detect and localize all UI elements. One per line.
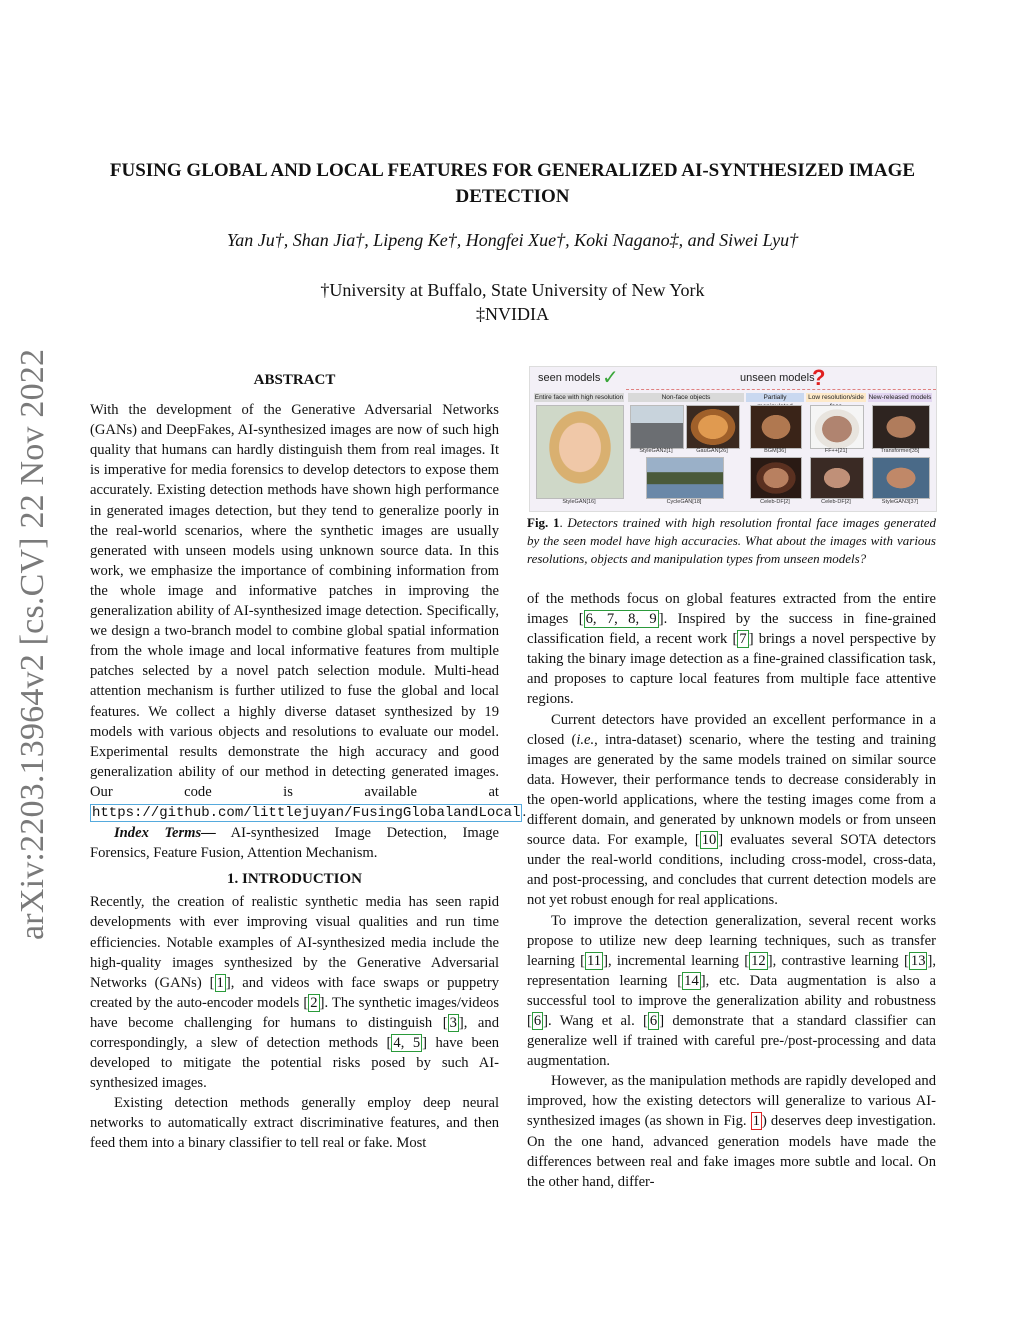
divider — [626, 389, 936, 390]
model-label: StyleGAN[16] — [562, 499, 596, 505]
model-label: StyleGAN3[37] — [881, 499, 919, 505]
figure-category: Entire face with high resolution — [534, 394, 624, 401]
left-column — [90, 370, 527, 1154]
abstract-text: With the development of the Generative Adversarial Networks (GANs) and DeepFakes, AI-synthesized images are now of such high quality that humans can hardly distinguish them from real images. It is imperative for media forensics to develop detectors to expose them accurately. Existing detection methods have shown high performance in generated images detection, but they tend to generalize poorly in the real-world scenarios, where the synthetic images are usually generated with unseen models using unknown source data. In this work, we emphasize the importance of combining information from the whole image and informative patches in improving the generalization ability of AI-synthesized image detection. Specifically, we design a two-branch model to combine global spatial information from the whole image and local informative features from multiple patches selected by a novel patch selection module. Multi-head attention mechanism is further utilized to fuse the global and local features. We collect a highly diverse dataset synthesized by 19 models with various objects and resolutions to evaluate our model. Experimental results demonstrate the high accuracy and good generalization ability of our method in detecting generated images. Our code is available at https://github.com/littlejuyan/FusingGlobalandLocal . — [90, 402, 527, 821]
citation[interactable]: 6, 7, 8, 9 — [585, 611, 657, 628]
affiliations — [90, 278, 935, 326]
figure-category: Non-face objects — [628, 393, 744, 402]
model-label: Celeb-DF[2] — [760, 499, 790, 505]
object-image-church — [630, 405, 684, 449]
face-image-stylegan3 — [872, 457, 930, 499]
right-column — [527, 589, 936, 1192]
paper-title: FUSING GLOBAL AND LOCAL FEATURES FOR GENERALIZED AI-SYNTHESIZED IMAGE DETECTION — [109, 160, 916, 207]
model-label: Celeb-DF[2] — [821, 499, 851, 505]
citation[interactable]: 6 — [649, 1012, 658, 1029]
intro-paragraph-5: However, as the manipulation methods are rapidly developed and improved, how the existing detectors will generalize to various AI-synthesized images (as shown in Fig. 1 ) deserves deep investigation. On the one hand, advanced generation models have made the differences between real and fake images more subtle and local. On the other hand, differ- — [527, 1073, 936, 1190]
intro-paragraph-4: To improve the detection generalization, several recent works propose to utilize new deep learning techniques, such as transfer learning [ 11 ], incremental learning [ 12 ], contrastive learning [ 13 ], representation learning [ 14 ], etc. Data augmentation is also a successful tool to improve the generalization ability and robustness [ 6 ]. Wang et al. [ 6 ] demonstrate that a standard classifier can generalize well if trained with careful pre-/post-processing and data augmentation. — [527, 912, 937, 1070]
citation[interactable]: 4, 5 — [393, 1035, 421, 1051]
arxiv-identifier: arXiv:2203.13964v2 [cs.CV] 22 Nov 2022 — [14, 348, 51, 940]
face-image-stylegan — [536, 405, 624, 499]
seen-models-label: seen models — [538, 372, 601, 384]
face-image-bgm — [750, 405, 802, 449]
model-label: Transformer[35] — [880, 448, 920, 454]
figure-caption: Fig. 1. Detectors trained with high resolution frontal face images generated by the seen model have high accuracies. What about the images with various resolutions, objects and manipulation types from unseen models? — [527, 515, 936, 566]
introduction-heading: 1. INTRODUCTION — [226, 871, 362, 888]
face-image-celebdf-2 — [810, 457, 864, 499]
model-label: FF++[21] — [824, 448, 848, 454]
affiliation-nvidia: ‡NVIDIA — [476, 304, 549, 324]
model-label: BGM[36] — [764, 448, 786, 454]
model-label: GauGAN[26] — [696, 448, 728, 454]
author-list: Yan Ju†, Shan Jia†, Lipeng Ke†, Hongfei Xue†, Koki Nagano‡, and Siwei Lyu† — [226, 230, 799, 250]
landscape-image-cyclegan — [646, 457, 724, 499]
citation[interactable]: 14 — [684, 972, 699, 989]
face-image-ffpp — [810, 405, 864, 449]
figure-category: New-released models — [868, 394, 932, 401]
face-image-transformer — [872, 405, 930, 449]
citation[interactable]: 11 — [587, 952, 602, 969]
citation[interactable]: 1 — [216, 974, 224, 991]
affiliation-buffalo: †University at Buffalo, State University of New York — [320, 280, 705, 300]
intro-paragraph-1: Recently, the creation of realistic synthetic media has seen rapid developments with ever improving visual qualities and run time efficiencies. Notable examples of AI-synthesized media include the high-quality images synthesized by the Generative Adversarial Networks (GANs) [ 1 ], and videos with face swaps or puppetry created by the auto-encoder models [ 2 ]. The synthetic images/videos have become challenging for humans to distinguish [ 3 ], and correspondingly, a slew of detection methods [ 4, 5 ] have been developed to mitigate the potential risks posed by such AI-synthesized images. — [90, 894, 500, 1092]
code-link[interactable]: https://github.com/littlejuyan/FusingGlobalandLocal — [92, 804, 521, 821]
face-image-celebdf-1 — [750, 457, 802, 499]
intro-paragraph-2: Existing detection methods generally employ deep neural networks to automatically extract discriminative features, and then feed them into a binary classifier to tell real or fake. Most — [90, 1095, 499, 1152]
figure-reference[interactable]: 1 — [752, 1113, 760, 1130]
intro-paragraph-3: Current detectors have provided an excellent performance in a closed (i.e., intra-dataset) scenario, where the testing and training images are generated by the same models trained on similar source data. However, their performance tends to decrease considerably in the open-world applications, where the testing images come from a different domain, and generated by unknown models or from unseen source data. For example, [ 10 ] evaluates several SOTA detectors under the real-world conditions, including cross-model, cross-data, and post-processing, and concludes that current detection models are not yet robust enough for real applications. — [527, 711, 937, 909]
citation[interactable]: 6 — [533, 1012, 542, 1029]
figure-category: Partially — [746, 393, 804, 402]
citation[interactable]: 13 — [910, 952, 926, 969]
figure-header — [530, 367, 936, 391]
check-icon: ✓ — [602, 367, 619, 389]
caption-label: Fig. 1 — [527, 515, 560, 530]
intro-paragraph-2-continued: of the methods focus on global features extracted from the entire images [ 6, 7, 8, 9 ]. Inspired by the success in fine-grained classification field, a recent work [ 7 ] brings a novel perspective by taking the binary image detection as a fine-grained classification task, and proposes to capture local features from multiple face attentive regions. — [527, 591, 936, 708]
citation[interactable]: 3 — [449, 1014, 457, 1031]
citation[interactable]: 2 — [310, 994, 318, 1011]
unseen-models-label: unseen models — [740, 372, 815, 384]
figure-1 — [529, 366, 937, 512]
caption-text: Detectors trained with high resolution frontal face images generated by the seen model have high accuracies. What about the images with various resolutions, objects and manipulation types from unseen models? — [527, 515, 936, 566]
object-image-food — [686, 405, 740, 449]
model-label: CycleGAN[18] — [666, 499, 702, 505]
question-mark-icon: ? — [812, 365, 826, 390]
citation[interactable]: 12 — [751, 952, 766, 969]
abstract-heading: ABSTRACT — [253, 372, 336, 388]
figure-category: Low resolution/side — [806, 393, 866, 402]
citation[interactable]: 7 — [739, 631, 747, 648]
citation[interactable]: 10 — [701, 832, 717, 849]
index-terms: Index Terms— AI-synthesized Image Detection, Image Forensics, Feature Fusion, Attention Mechanism. — [90, 825, 499, 862]
model-label: StyleGAN2[1] — [639, 448, 673, 454]
